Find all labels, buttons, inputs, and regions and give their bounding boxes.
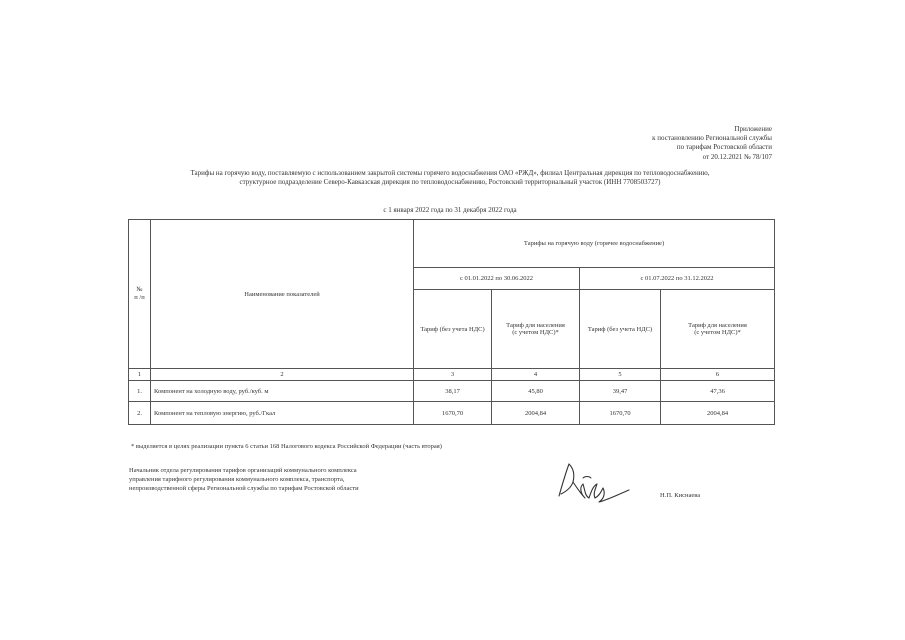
row-value: 45,80 bbox=[492, 381, 580, 402]
row-name: Компонент на тепловую энергию, руб./Гкал bbox=[151, 402, 414, 425]
sub-header: Тариф (без учета НДС) bbox=[414, 290, 492, 369]
position-line: управления тарифного регулирования коммунального комплекса, транспорта, bbox=[129, 476, 345, 483]
col-name-header: Наименование показателей bbox=[151, 220, 414, 369]
column-number: 5 bbox=[580, 369, 661, 381]
row-value: 1670,70 bbox=[580, 402, 661, 425]
column-number: 6 bbox=[661, 369, 775, 381]
period-caption: с 1 января 2022 года по 31 декабря 2022 года bbox=[383, 206, 517, 214]
table-row bbox=[129, 402, 775, 425]
document-title bbox=[150, 169, 750, 187]
appendix-line: к постановлению Региональной службы bbox=[652, 134, 772, 143]
table-row bbox=[129, 381, 775, 402]
row-value: 2004,84 bbox=[661, 402, 775, 425]
title-line-1: Тарифы на горячую воду, поставляемую с использованием закрытой системы горячего водоснабжения ОАО «РЖД», филиал Центральная дирекция по тепловодоснабжению, bbox=[190, 169, 710, 177]
sub-header: Тариф (без учета НДС) bbox=[580, 290, 661, 369]
appendix-line: по тарифам Ростовской области bbox=[676, 143, 772, 152]
row-number: 1. bbox=[129, 381, 151, 402]
row-value: 38,17 bbox=[414, 381, 492, 402]
signer-name: Н.П. Киснаева bbox=[660, 492, 701, 499]
row-number: 2. bbox=[129, 402, 151, 425]
column-number: 2 bbox=[151, 369, 414, 381]
row-value: 39,47 bbox=[580, 381, 661, 402]
column-numbers-row bbox=[129, 369, 775, 381]
sub-header: Тариф для населения (с учетом НДС)* bbox=[492, 290, 580, 369]
handwritten-signature bbox=[555, 458, 633, 506]
signatory-position bbox=[129, 466, 359, 493]
footnote: * выделяется в целях реализации пункта 6 статьи 168 Налогового кодекса Российской Федерации (часть вторая) bbox=[131, 443, 442, 450]
appendix-line: Приложение bbox=[734, 125, 772, 133]
period-header: с 01.01.2022 по 30.06.2022 bbox=[414, 268, 580, 290]
position-line: непроизводственной сферы Региональной службы по тарифам Ростовской области bbox=[129, 485, 359, 492]
column-number: 4 bbox=[492, 369, 580, 381]
col-no-header: № п /п bbox=[129, 220, 151, 369]
period-header: с 01.07.2022 по 31.12.2022 bbox=[580, 268, 775, 290]
row-name: Компонент на холодную воду, руб./куб. м bbox=[151, 381, 414, 402]
tariffs-table bbox=[128, 219, 775, 425]
position-line: Начальник отдела регулирования тарифов организаций коммунального комплекса bbox=[129, 467, 357, 474]
sub-header: Тариф для населения (с учетом НДС)* bbox=[661, 290, 775, 369]
row-value: 47,36 bbox=[661, 381, 775, 402]
row-value: 2004,84 bbox=[492, 402, 580, 425]
column-number: 3 bbox=[414, 369, 492, 381]
row-value: 1670,70 bbox=[414, 402, 492, 425]
title-line-2: структурное подразделение Северо-Кавказская дирекция по тепловодоснабжению, Ростовский территориальный участок (ИНН 7708503727) bbox=[239, 178, 661, 186]
appendix-line: от 20.12.2021 № 78/107 bbox=[702, 152, 772, 161]
appendix-block bbox=[652, 125, 772, 162]
column-number: 1 bbox=[129, 369, 151, 381]
group-header: Тарифы на горячую воду (горячее водоснабжение) bbox=[414, 220, 775, 268]
